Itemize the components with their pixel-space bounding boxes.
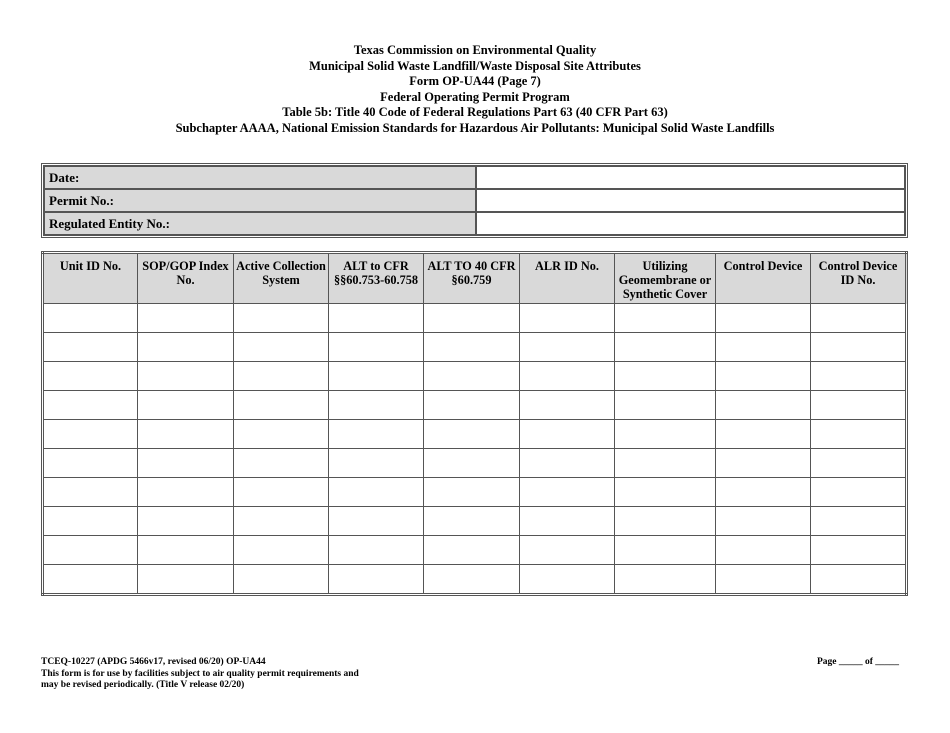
table-cell[interactable]: [43, 478, 138, 507]
col-sop-gop-index: SOP/GOP Index No.: [138, 253, 234, 304]
table-cell[interactable]: [520, 536, 615, 565]
usage-note-1: This form is for use by facilities subject to air quality permit requirements and: [41, 668, 359, 679]
table-row: [43, 304, 907, 333]
table-cell[interactable]: [43, 536, 138, 565]
table-cell[interactable]: [811, 362, 907, 391]
table-cell[interactable]: [424, 478, 520, 507]
permit-no-label: Permit No.:: [44, 189, 476, 212]
form-number: Form OP-UA44 (Page 7): [409, 74, 541, 89]
date-label: Date:: [44, 166, 476, 189]
attributes-table: [41, 251, 908, 596]
table-cell[interactable]: [234, 420, 329, 449]
table-cell[interactable]: [716, 449, 811, 478]
table-cell[interactable]: [43, 507, 138, 536]
table-cell[interactable]: [138, 478, 234, 507]
table-title: Table 5b: Title 40 Code of Federal Regulations Part 63 (40 CFR Part 63): [282, 105, 668, 120]
table-cell[interactable]: [811, 449, 907, 478]
table-cell[interactable]: [234, 333, 329, 362]
table-cell[interactable]: [234, 391, 329, 420]
col-alt-cfr-753: ALT to CFR §§60.753-60.758: [329, 253, 424, 304]
table-cell[interactable]: [329, 391, 424, 420]
table-cell[interactable]: [424, 420, 520, 449]
table-cell[interactable]: [424, 362, 520, 391]
table-cell[interactable]: [716, 536, 811, 565]
form-subject-title: Municipal Solid Waste Landfill/Waste Disposal Site Attributes: [309, 58, 641, 73]
page-number: Page _____ of _____: [817, 657, 900, 667]
table-cell[interactable]: [615, 449, 716, 478]
table-cell[interactable]: [329, 333, 424, 362]
table-row: [43, 565, 907, 595]
table-cell[interactable]: [716, 391, 811, 420]
table-cell[interactable]: [138, 536, 234, 565]
table-cell[interactable]: [138, 304, 234, 333]
table-cell[interactable]: [615, 333, 716, 362]
permit-no-field[interactable]: [476, 189, 905, 212]
table-cell[interactable]: [615, 391, 716, 420]
table-cell[interactable]: [716, 304, 811, 333]
info-fields-table: [41, 163, 908, 238]
col-unit-id: Unit ID No.: [43, 253, 138, 304]
table-row: [43, 391, 907, 420]
table-row: [43, 449, 907, 478]
table-cell[interactable]: [43, 362, 138, 391]
program-name: Federal Operating Permit Program: [380, 89, 570, 104]
table-cell[interactable]: [424, 449, 520, 478]
table-cell[interactable]: [424, 536, 520, 565]
table-header-row: [43, 253, 907, 304]
table-cell[interactable]: [811, 536, 907, 565]
table-cell[interactable]: [329, 536, 424, 565]
table-cell[interactable]: [138, 420, 234, 449]
table-cell[interactable]: [811, 391, 907, 420]
table-cell[interactable]: [615, 565, 716, 595]
table-cell[interactable]: [520, 507, 615, 536]
usage-note-2: may be revised periodically. (Title V release 02/20): [41, 680, 245, 691]
table-cell[interactable]: [811, 507, 907, 536]
table-cell[interactable]: [811, 304, 907, 333]
table-cell[interactable]: [43, 420, 138, 449]
table-cell[interactable]: [811, 420, 907, 449]
table-cell[interactable]: [520, 449, 615, 478]
table-cell[interactable]: [329, 478, 424, 507]
table-cell[interactable]: [329, 420, 424, 449]
table-row: [43, 536, 907, 565]
table-cell[interactable]: [716, 478, 811, 507]
table-cell[interactable]: [234, 478, 329, 507]
table-cell[interactable]: [138, 333, 234, 362]
table-row: [43, 420, 907, 449]
table-cell[interactable]: [43, 565, 138, 595]
table-cell[interactable]: [234, 507, 329, 536]
table-cell[interactable]: [138, 449, 234, 478]
form-id: TCEQ-10227 (APDG 5466v17, revised 06/20) OP-UA44: [41, 657, 266, 667]
form-header: [0, 43, 950, 137]
col-control-device-id: Control Device ID No.: [811, 253, 907, 304]
table-row: [43, 333, 907, 362]
col-active-collection: Active Collection System: [234, 253, 329, 304]
table-cell[interactable]: [716, 420, 811, 449]
form-footer: [41, 657, 359, 692]
table-cell[interactable]: [520, 333, 615, 362]
table-cell[interactable]: [424, 391, 520, 420]
col-alr-id: ALR ID No.: [520, 253, 615, 304]
date-row: [44, 166, 905, 189]
table-cell[interactable]: [43, 304, 138, 333]
table-cell[interactable]: [43, 449, 138, 478]
table-row: [43, 362, 907, 391]
table-cell[interactable]: [520, 420, 615, 449]
permit-no-row: [44, 189, 905, 212]
table-cell[interactable]: [138, 565, 234, 595]
subchapter-title: Subchapter AAAA, National Emission Standards for Hazardous Air Pollutants: Municipal Solid Waste Landfills: [175, 120, 775, 135]
table-cell[interactable]: [234, 536, 329, 565]
table-cell[interactable]: [811, 478, 907, 507]
table-cell[interactable]: [234, 362, 329, 391]
table-cell[interactable]: [138, 391, 234, 420]
table-cell[interactable]: [329, 304, 424, 333]
table-cell[interactable]: [811, 333, 907, 362]
table-row: [43, 478, 907, 507]
table-cell[interactable]: [520, 478, 615, 507]
table-cell[interactable]: [520, 565, 615, 595]
date-field[interactable]: [476, 166, 905, 189]
table-cell[interactable]: [615, 362, 716, 391]
table-cell[interactable]: [234, 449, 329, 478]
table-cell[interactable]: [716, 362, 811, 391]
table-cell[interactable]: [716, 507, 811, 536]
table-cell[interactable]: [329, 449, 424, 478]
table-cell[interactable]: [520, 304, 615, 333]
table-cell[interactable]: [716, 333, 811, 362]
table-cell[interactable]: [811, 565, 907, 595]
table-row: [43, 507, 907, 536]
regulated-entity-row: [44, 212, 905, 235]
table-cell[interactable]: [234, 304, 329, 333]
table-cell[interactable]: [520, 391, 615, 420]
table-cell[interactable]: [520, 362, 615, 391]
regulated-entity-field[interactable]: [476, 212, 905, 235]
table-cell[interactable]: [43, 391, 138, 420]
table-cell[interactable]: [138, 362, 234, 391]
table-cell[interactable]: [615, 304, 716, 333]
table-body: [43, 304, 907, 595]
table-cell[interactable]: [329, 507, 424, 536]
col-control-device: Control Device: [716, 253, 811, 304]
table-cell[interactable]: [424, 565, 520, 595]
col-geomembrane: Utilizing Geomembrane or Synthetic Cover: [615, 253, 716, 304]
table-cell[interactable]: [424, 304, 520, 333]
table-cell[interactable]: [615, 478, 716, 507]
table-cell[interactable]: [43, 333, 138, 362]
table-cell[interactable]: [424, 333, 520, 362]
table-cell[interactable]: [716, 565, 811, 595]
regulated-entity-label: Regulated Entity No.:: [44, 212, 476, 235]
table-cell[interactable]: [329, 565, 424, 595]
table-cell[interactable]: [138, 507, 234, 536]
table-cell[interactable]: [329, 362, 424, 391]
table-cell[interactable]: [424, 507, 520, 536]
table-cell[interactable]: [615, 507, 716, 536]
agency-title: Texas Commission on Environmental Quality: [353, 43, 597, 57]
table-cell[interactable]: [615, 420, 716, 449]
col-alt-cfr-759: ALT TO 40 CFR §60.759: [424, 253, 520, 304]
table-cell[interactable]: [234, 565, 329, 595]
table-cell[interactable]: [615, 536, 716, 565]
